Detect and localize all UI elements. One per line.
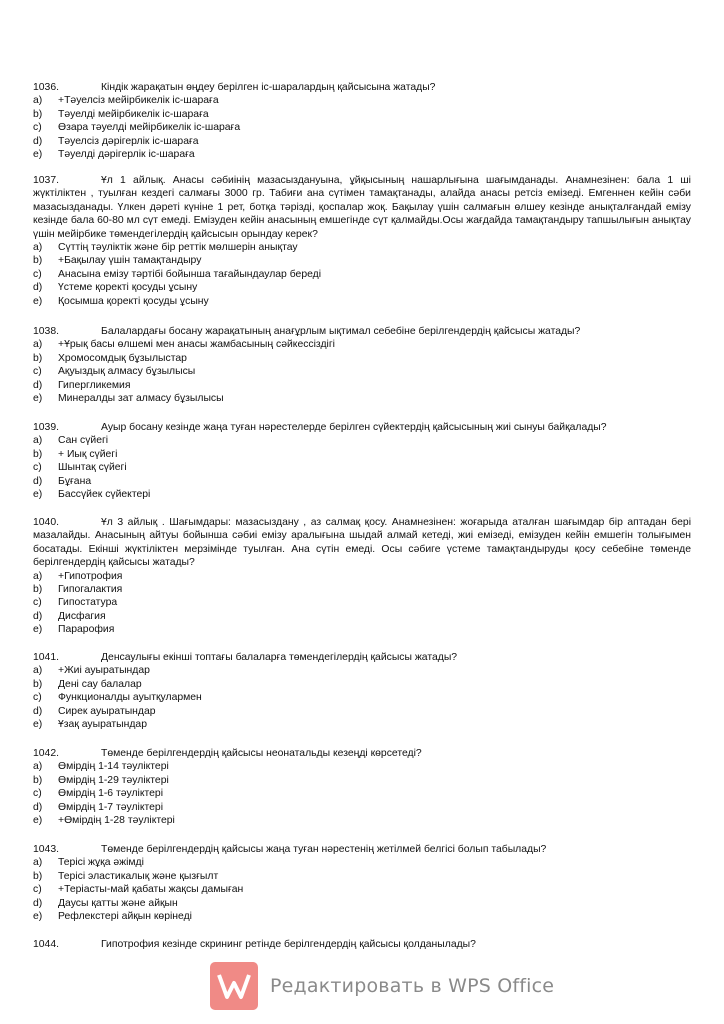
option-letter: c) — [33, 268, 42, 280]
option-letter: b) — [33, 352, 43, 364]
option-letter: e) — [33, 624, 43, 636]
option-text: Минералды зат алмасу бұзылысы — [58, 393, 224, 405]
option-text: Тәуелсіз дәрігерлік іс-шараға — [58, 135, 199, 147]
option-letter: d) — [33, 610, 43, 622]
option-text: Қосымша қоректі қосуды ұсыну — [58, 295, 209, 307]
question-number: 1041. — [33, 652, 60, 663]
option-letter: b) — [33, 108, 43, 120]
option-letter: b) — [33, 774, 43, 786]
option-text: +Ұрық басы өлшемі мен анасы жамбасының сәйкессіздігі — [58, 339, 335, 351]
answer-option — [33, 774, 691, 787]
question-text: Денсаулығы екінші топтағы балаларға төмендегілердің қайсысы жатады? — [101, 652, 458, 663]
answer-option — [33, 268, 691, 281]
option-text: Ақуыздық алмасу бұзылысы — [58, 366, 196, 378]
option-text: Дисфагия — [58, 610, 106, 622]
option-text: Гипогалактия — [58, 584, 123, 596]
answer-option — [33, 910, 691, 923]
answer-option — [33, 448, 691, 461]
option-text: Шынтақ сүйегі — [58, 462, 127, 474]
question-block — [33, 325, 691, 405]
option-letter: e) — [33, 489, 43, 501]
option-letter: b) — [33, 870, 43, 882]
option-text: Тәуелді мейірбикелік іс-шараға — [58, 108, 209, 120]
answer-option — [33, 365, 691, 378]
option-text: Терісі эластикалық және қызғылт — [58, 870, 219, 882]
question-text: Гипотрофия кезінде скрининг ретінде берілгендердің қайсысы қолданылады? — [101, 939, 476, 950]
answer-option — [33, 787, 691, 800]
option-letter: b) — [33, 584, 43, 596]
option-text: +Теріасты-май қабаты жақсы дамыған — [58, 884, 244, 896]
option-letter: a) — [33, 761, 43, 773]
option-letter: e) — [33, 815, 43, 827]
option-text: Рефлекстері айқын көрінеді — [58, 911, 192, 923]
answer-option — [33, 295, 691, 308]
question-text: Ауыр босану кезінде жаңа туған нәрестелерде берілген сүйектердің қайсысының жиі сынуы байқалады? — [101, 422, 607, 433]
option-letter: d) — [33, 801, 43, 813]
wps-edit-label: Редактировать в WPS Office — [270, 975, 555, 997]
question-number: 1043. — [33, 844, 60, 855]
option-letter: d) — [33, 705, 43, 717]
option-letter: a) — [33, 435, 43, 447]
option-letter: c) — [33, 366, 42, 378]
question-text: Төменде берілгендердің қайсысы жаңа туған нәрестенің жетілмей белгісі болып табылады? — [101, 844, 547, 855]
option-text: Дені сау балалар — [58, 678, 142, 690]
answer-option — [33, 94, 691, 107]
answer-option — [33, 281, 691, 294]
option-text: Сирек ауыратындар — [58, 705, 156, 717]
option-letter: d) — [33, 282, 43, 294]
option-letter: c) — [33, 788, 42, 800]
question-block — [33, 938, 691, 951]
answer-option — [33, 148, 691, 161]
answer-option — [33, 338, 691, 351]
option-text: Ұзақ ауыратындар — [58, 719, 147, 731]
answer-option — [33, 801, 691, 814]
option-text: +Жиі ауыратындар — [58, 665, 150, 677]
option-text: Даусы қатты және айқын — [58, 897, 178, 909]
question-text-line — [33, 325, 691, 338]
answer-option — [33, 596, 691, 609]
answer-option — [33, 705, 691, 718]
question-text-line — [33, 174, 691, 241]
answer-option — [33, 678, 691, 691]
answer-option — [33, 691, 691, 704]
option-letter: a) — [33, 665, 43, 677]
answer-option — [33, 121, 691, 134]
option-text: Тәуелді дәрігерлік іс-шараға — [58, 149, 195, 161]
question-text: Кіндік жарақатын өңдеу берілген іс-шаралардың қайсысына жатады? — [101, 82, 436, 93]
option-letter: a) — [33, 570, 43, 582]
question-text: Ұл 1 айлық. Анасы сәбиінің мазасыздануына, ұйқысының нашарлығына шағымданады. Анамнезінен: бала 1 ші жүктіліктен , туылған кездегі салмағы 3000 гр. Табиғи ана сүтімен тамақтанады, алайда анасы ретсіз емізеді. Емгеннен кейін сәби мазасызданады. Үлкен дәреті күніне 1 рет, ботқа тәрізді, қоспалар жоқ. Бақылау үшін салмағын өлшеу кезінде анықталғандай емізу кезінде бала 60-80 мл сүт емеді. Емізуден кейін анасының емшегінде сүт қалмайды.Осы жағдайда тамақтандыру тапшылығын анықтау үшін мейірбике төмендегілердің қайсысын орындау керек? — [33, 175, 691, 240]
option-text: Сан сүйегі — [58, 435, 109, 447]
option-letter: a) — [33, 95, 43, 107]
question-block — [33, 651, 691, 731]
option-letter: e) — [33, 149, 43, 161]
wps-logo-icon — [210, 962, 258, 1010]
option-text: +Тәуелсіз мейірбикелік іс-шараға — [58, 95, 219, 107]
option-text: Өмірдің 1-6 тәуліктері — [58, 788, 164, 800]
question-number: 1044. — [33, 939, 60, 950]
option-letter: c) — [33, 122, 42, 134]
option-text: Хромосомдық бұзылыстар — [58, 352, 187, 364]
answer-option — [33, 135, 691, 148]
question-text-line — [33, 843, 691, 856]
question-text: Балалардағы босану жарақатының анағұрлым ықтимал себебіне берілгендердің қайсысы жатады? — [101, 326, 581, 337]
wps-edit-banner[interactable] — [210, 962, 554, 1010]
option-text: Өмірдің 1-29 тәуліктері — [58, 774, 169, 786]
option-text: Бассүйек сүйектері — [58, 489, 151, 501]
question-number: 1037. — [33, 175, 60, 186]
option-text: Өмірдің 1-14 тәуліктері — [58, 761, 169, 773]
answer-option — [33, 718, 691, 731]
question-text: Төменде берілгендердің қайсысы неонатальды кезеңді көрсетеді? — [101, 748, 422, 759]
answer-option — [33, 475, 691, 488]
option-letter: c) — [33, 462, 42, 474]
option-text: Гипергликемия — [58, 379, 131, 391]
option-letter: d) — [33, 897, 43, 909]
option-letter: b) — [33, 448, 43, 460]
answer-option — [33, 664, 691, 677]
question-text-line — [33, 938, 691, 951]
option-letter: b) — [33, 678, 43, 690]
answer-option — [33, 610, 691, 623]
option-text: Функционалды ауытқулармен — [58, 692, 202, 704]
option-text: +Гипотрофия — [58, 570, 123, 582]
question-text-line — [33, 81, 691, 94]
option-text: Сүттің тәуліктік және бір реттік мөлшерін анықтау — [58, 242, 298, 254]
answer-option — [33, 461, 691, 474]
answer-option — [33, 241, 691, 254]
option-letter: e) — [33, 393, 43, 405]
answer-option — [33, 814, 691, 827]
option-text: Парарофия — [58, 624, 115, 636]
question-text-line — [33, 516, 691, 570]
option-text: Бұғана — [58, 475, 92, 487]
answer-option — [33, 883, 691, 896]
option-text: Үстеме қоректі қосуды ұсыну — [58, 282, 198, 294]
option-text: Терісі жұқа әжімді — [58, 857, 144, 869]
answer-option — [33, 488, 691, 501]
question-block — [33, 174, 691, 308]
question-text-line — [33, 421, 691, 434]
option-text: Гипостатура — [58, 597, 118, 609]
option-letter: d) — [33, 379, 43, 391]
option-letter: c) — [33, 597, 42, 609]
option-letter: a) — [33, 242, 43, 254]
option-text: Өзара тәуелді мейірбикелік іс-шараға — [58, 122, 241, 134]
question-block — [33, 516, 691, 637]
option-letter: e) — [33, 295, 43, 307]
question-number: 1042. — [33, 748, 60, 759]
option-letter: b) — [33, 255, 43, 267]
option-letter: e) — [33, 911, 43, 923]
question-block — [33, 843, 691, 923]
answer-option — [33, 379, 691, 392]
answer-option — [33, 760, 691, 773]
answer-option — [33, 623, 691, 636]
question-number: 1040. — [33, 517, 60, 528]
question-text-line — [33, 651, 691, 664]
question-block — [33, 747, 691, 827]
answer-option — [33, 870, 691, 883]
question-number: 1036. — [33, 82, 60, 93]
answer-option — [33, 254, 691, 267]
option-text: +Өмірдің 1-28 тәуліктері — [58, 815, 175, 827]
option-text: + Иық сүйегі — [58, 448, 118, 460]
question-block — [33, 421, 691, 501]
answer-option — [33, 108, 691, 121]
option-letter: e) — [33, 719, 43, 731]
option-letter: c) — [33, 884, 42, 896]
option-letter: c) — [33, 692, 42, 704]
question-number: 1039. — [33, 422, 60, 433]
answer-option — [33, 434, 691, 447]
option-letter: d) — [33, 135, 43, 147]
answer-option — [33, 897, 691, 910]
answer-option — [33, 570, 691, 583]
option-text: Анасына емізу тәртібі бойынша тағайындаулар береді — [58, 268, 322, 280]
question-number: 1038. — [33, 326, 60, 337]
answer-option — [33, 583, 691, 596]
option-letter: a) — [33, 339, 43, 351]
answer-option — [33, 856, 691, 869]
answer-option — [33, 392, 691, 405]
question-text: Ұл 3 айлық . Шағымдары: мазасыздану , аз салмақ қосу. Анамнезінен: жоғарыда аталған шағымдар бір аптадан бері мазалайды. Анасының айтуы бойынша сәбиі емізу аралығына шыдай алмай кетеді, жиі емізеді, емізуден кейін емшегін толығымен босатады. Екінші жүктіліктен мерзімінде туылған. Ана сүтін емеді. Осы сәбиге үстеме тамақтандыруды қосу себебіне төменде берілгендердің қайсысы жатады? — [33, 517, 691, 569]
option-text: +Бақылау үшін тамақтандыру — [58, 255, 202, 267]
option-letter: a) — [33, 857, 43, 869]
answer-option — [33, 352, 691, 365]
option-text: Өмірдің 1-7 тәуліктері — [58, 801, 164, 813]
question-text-line — [33, 747, 691, 760]
question-block — [33, 81, 691, 161]
option-letter: d) — [33, 475, 43, 487]
